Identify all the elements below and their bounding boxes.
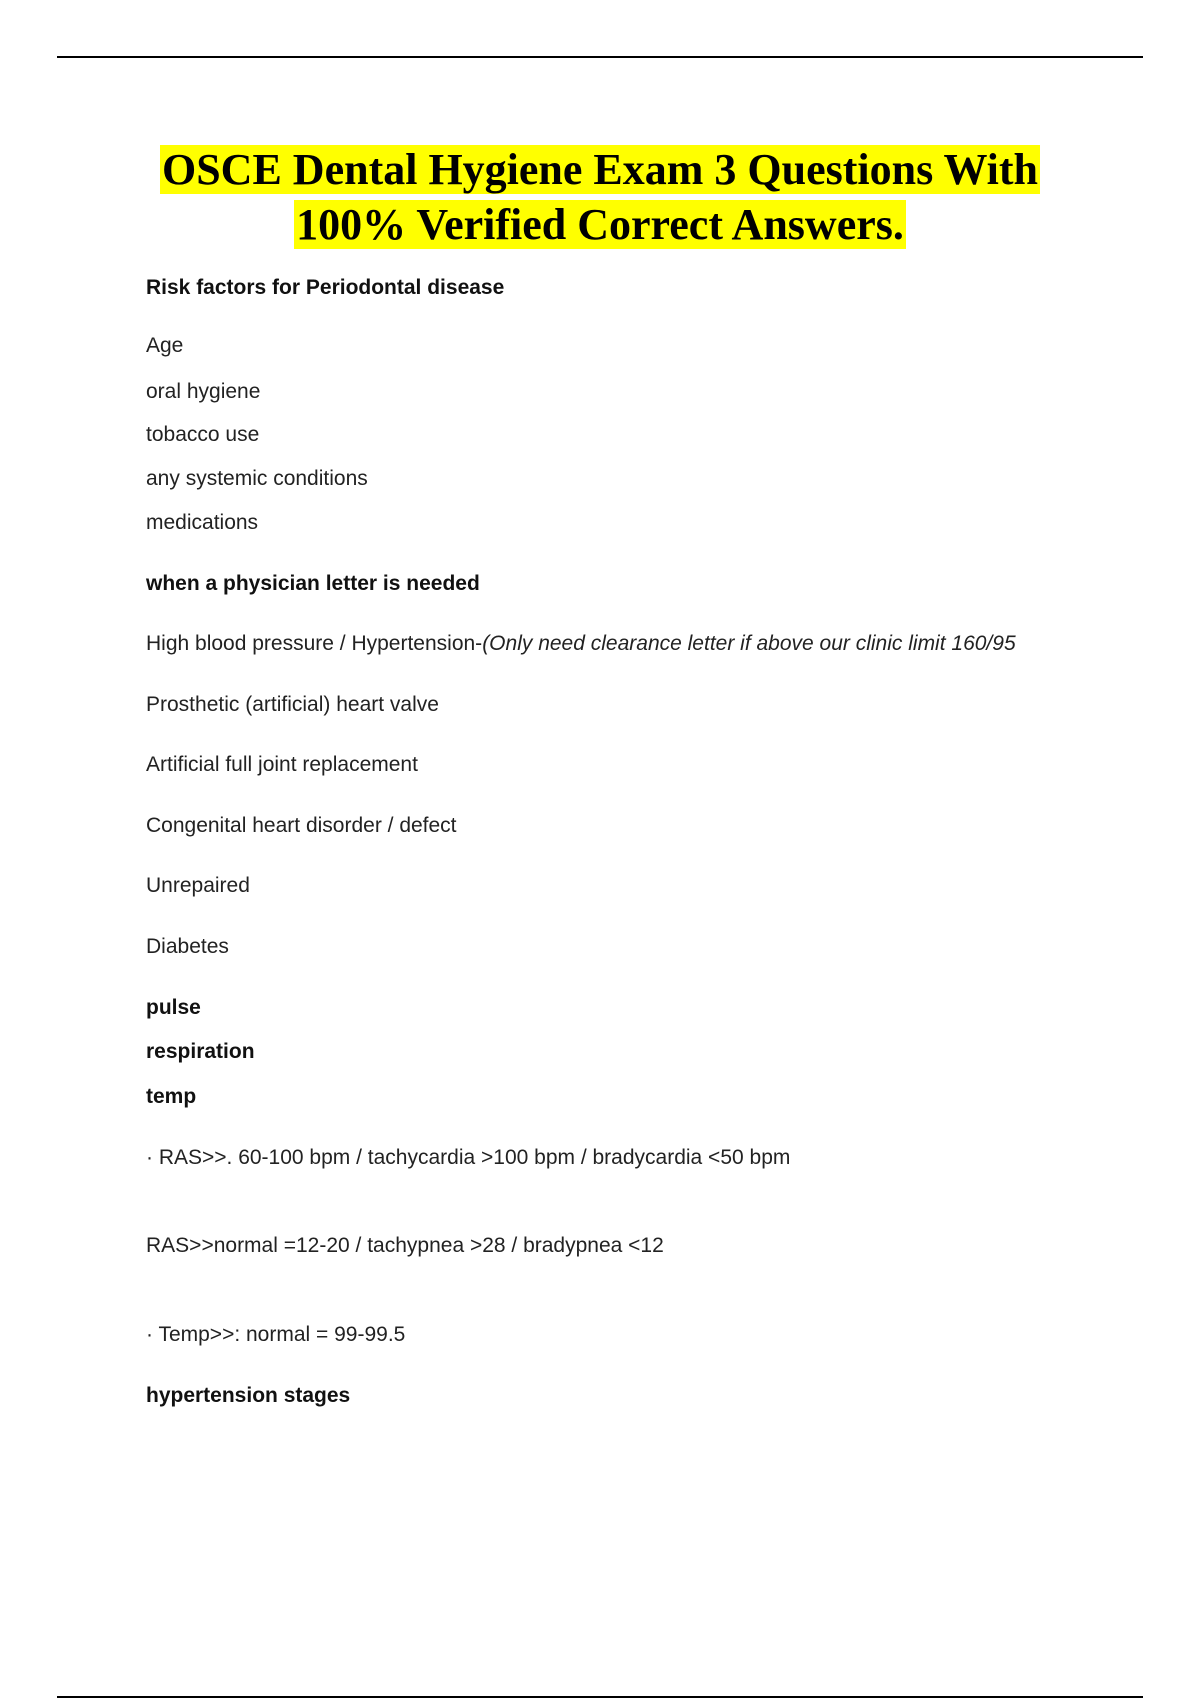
answer-item: Diabetes <box>146 935 229 958</box>
answer-hbp-text: High blood pressure / Hypertension- <box>146 632 483 655</box>
document-title-line-1: OSCE Dental Hygiene Exam 3 Questions With <box>161 145 1039 194</box>
answer-item: medications <box>146 511 259 534</box>
answer-item-high-blood-pressure <box>146 631 1016 657</box>
answer-item: · Temp>>: normal = 99-99.5 <box>146 1323 406 1346</box>
question-hypertension-stages: hypertension stages <box>146 1384 351 1407</box>
answer-item: tobacco use <box>146 423 260 446</box>
top-rule <box>57 56 1143 58</box>
answer-item: any systemic conditions <box>146 467 368 490</box>
document-title-line-2: 100% Verified Correct Answers. <box>296 200 904 249</box>
question-vitals-line: respiration <box>146 1040 255 1063</box>
document-title <box>60 142 1140 252</box>
question-risk-factors: Risk factors for Periodontal disease <box>146 276 505 299</box>
answer-item: Congenital heart disorder / defect <box>146 814 457 837</box>
bottom-rule <box>57 1696 1143 1698</box>
question-physician-letter: when a physician letter is needed <box>146 572 480 595</box>
answer-item: · RAS>>. 60-100 bpm / tachycardia >100 bpm / bradycardia <50 bpm <box>146 1146 791 1169</box>
question-vitals-line: temp <box>146 1085 197 1108</box>
answer-item: Age <box>146 334 184 357</box>
answer-item: oral hygiene <box>146 380 261 403</box>
answer-item: Prosthetic (artificial) heart valve <box>146 693 439 716</box>
answer-hbp-note: (Only need clearance letter if above our clinic limit 160/95 <box>482 632 1016 655</box>
answer-item: RAS>>normal =12-20 / tachypnea >28 / bradypnea <12 <box>146 1234 664 1257</box>
answer-item: Unrepaired <box>146 874 250 897</box>
answer-item: Artificial full joint replacement <box>146 753 418 776</box>
question-vitals-line: pulse <box>146 996 201 1019</box>
